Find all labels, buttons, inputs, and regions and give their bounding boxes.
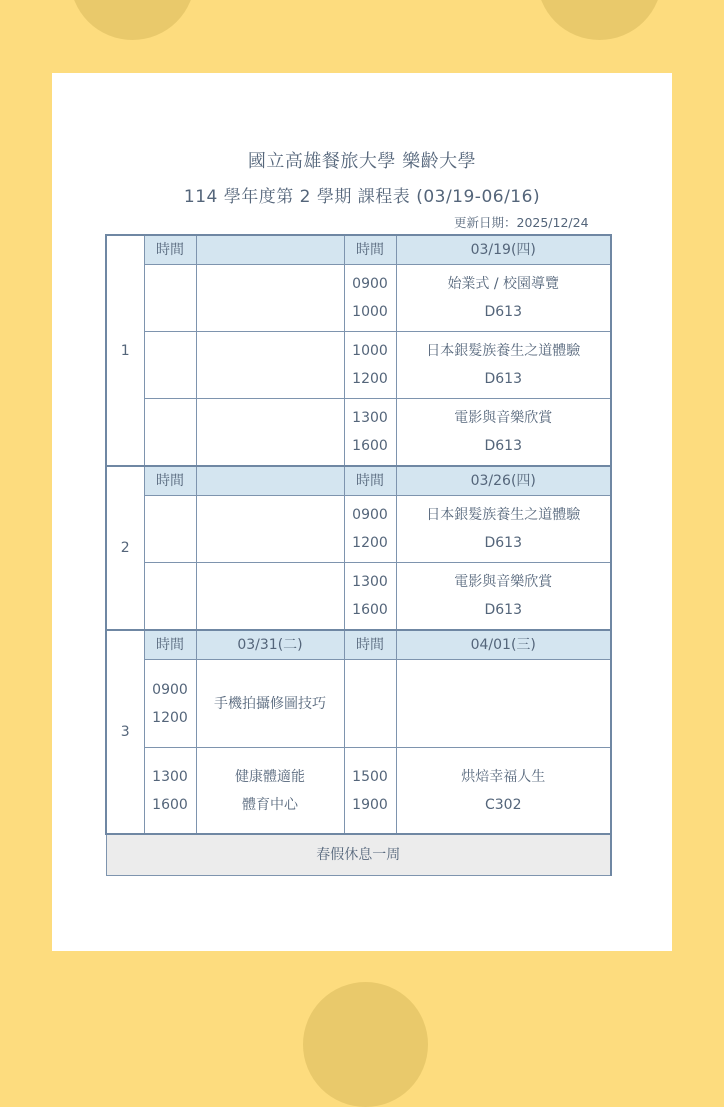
course-cell	[196, 332, 344, 399]
table-row	[106, 748, 611, 835]
time-header: 時間	[344, 630, 396, 660]
updated-date: 更新日期：2025/12/24	[454, 215, 589, 230]
decor-circle-top-right	[537, 0, 662, 40]
table-row	[106, 265, 611, 332]
time-header: 時間	[144, 235, 196, 265]
week2-header-row	[106, 466, 611, 496]
date-header	[196, 235, 344, 265]
course-cell: 手機拍攝修圖技巧	[196, 660, 344, 748]
course-cell	[196, 399, 344, 467]
spring-break-note: 春假休息一周	[106, 834, 611, 876]
table-row	[106, 563, 611, 631]
date-header: 03/31(二)	[196, 630, 344, 660]
course-cell: 日本銀髮族養生之道體驗 D613	[396, 496, 611, 563]
time-cell	[144, 563, 196, 631]
table-row	[106, 496, 611, 563]
week1-header-row	[106, 235, 611, 265]
time-cell: 1300 1600	[344, 563, 396, 631]
course-cell	[196, 563, 344, 631]
table-row	[106, 332, 611, 399]
time-cell: 0900 1200	[344, 496, 396, 563]
course-cell: 日本銀髮族養生之道體驗 D613	[396, 332, 611, 399]
time-cell	[344, 660, 396, 748]
time-cell	[144, 399, 196, 467]
time-cell: 0900 1000	[344, 265, 396, 332]
course-cell: 烘焙幸福人生 C302	[396, 748, 611, 835]
course-cell: 健康體適能 體育中心	[196, 748, 344, 835]
time-cell	[144, 332, 196, 399]
week-number: 3	[106, 630, 144, 834]
time-cell	[144, 496, 196, 563]
week-number: 1	[106, 235, 144, 466]
date-header: 03/26(四)	[396, 466, 611, 496]
table-row	[106, 660, 611, 748]
course-cell: 電影與音樂欣賞 D613	[396, 563, 611, 631]
schedule-table	[105, 234, 612, 876]
date-header: 04/01(三)	[396, 630, 611, 660]
date-header	[196, 466, 344, 496]
course-cell	[196, 265, 344, 332]
course-cell: 電影與音樂欣賞 D613	[396, 399, 611, 467]
document-title: 國立高雄餐旅大學 樂齡大學	[247, 151, 477, 172]
time-header: 時間	[344, 235, 396, 265]
time-header: 時間	[144, 630, 196, 660]
time-cell	[144, 265, 196, 332]
decor-circle-top-left	[70, 0, 195, 40]
table-row	[106, 399, 611, 467]
decor-circle-bottom	[303, 982, 428, 1107]
week-number: 2	[106, 466, 144, 630]
time-cell: 1500 1900	[344, 748, 396, 835]
footer-row	[106, 834, 611, 876]
time-cell: 1000 1200	[344, 332, 396, 399]
date-header: 03/19(四)	[396, 235, 611, 265]
document-subtitle: 114 學年度第 2 學期 課程表 (03/19-06/16)	[183, 187, 541, 207]
course-cell	[396, 660, 611, 748]
course-cell: 始業式 / 校園導覽 D613	[396, 265, 611, 332]
time-cell: 1300 1600	[344, 399, 396, 467]
course-cell	[196, 496, 344, 563]
time-cell: 1300 1600	[144, 748, 196, 835]
time-header: 時間	[344, 466, 396, 496]
week3-header-row	[106, 630, 611, 660]
time-cell: 0900 1200	[144, 660, 196, 748]
time-header: 時間	[144, 466, 196, 496]
